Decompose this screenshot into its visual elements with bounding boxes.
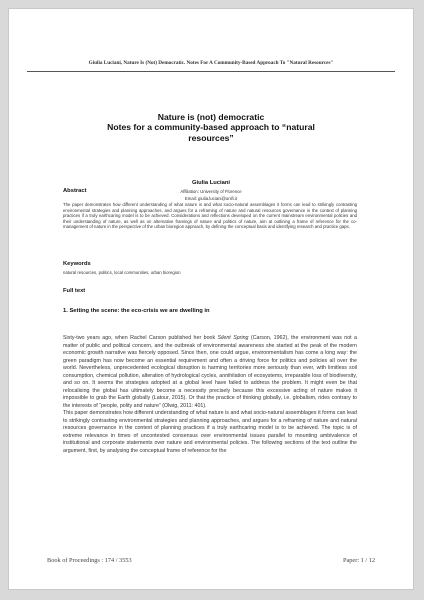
book-title: Silent Spring [217,335,249,341]
title-line-2: Notes for a community-based approach to “natural [107,122,315,133]
full-text-heading: Full text [63,288,86,294]
author-affiliation: Affiliation: University of Florence [180,189,242,194]
title-line-1: Nature is (not) democratic [157,112,265,122]
paragraph-1 [63,335,357,410]
abstract-heading: Abstract [63,188,87,194]
abstract-text: The paper demonstrates how different understanding of what nature is and what socio-natural assemblages it forms can lead to strikingly contrasting environmental strategies and planning approaches, and argues for a reframing of nature and natural resources governance in the context of planning practices if a truly earthcaring model is to be achieved. Considerations and reflections developed on the current mainstream environmental policies and their understanding of nature, as well as on alternative framings of nature and politics of nature, aim at outlining a frame of reference for the co-management of nature in the perspective of the urban bioregion approach, by defining the conceptual basis and identifying research and practice gaps. [63,202,357,229]
paragraph-1-start: Sixty-two years ago, when Rachel Carson published her book [63,335,218,341]
footer-page-number: Paper: 1 / 12 [342,557,375,564]
keywords-text: natural resources, politics, local communities, urban bioregion [63,270,181,275]
document-page [8,8,414,590]
author-email: Email: giulia.luciani@unifi.it [184,196,238,201]
keywords-heading: Keywords [63,261,91,267]
paragraph-2: This paper demonstrates how different understanding of what nature is and what socio-natural assemblages it forms can lead to strikingly contrasting environmental strategies and planning approaches, and argues for a reframing of nature and natural resources governance in the context of planning practices if a truly earthcaring model is to be achieved. The topic is of extreme relevance in times of uncontested consensus over environmental issues parallel to mounting ambivalence of institutional and corporate statements over nature and environmental policies. The following sections of the text outline the argument, first, by analysing the conceptual frame of reference for the [63,410,357,454]
section-1-heading: 1. Setting the scene: the eco-crisis we are dwelling in [63,308,210,314]
running-header: Giulia Luciani, Nature Is (Not) Democratic. Notes For A Community-Based Approach To "Natural Resources" [88,60,334,66]
paragraph-1-rest: (Carson, 1962), the environment was not a matter of public and political concern, and the outbreak of environmental awareness she started at the peak of the modern economic growth narrative was fiercely opposed. Since then, one could argue, environmentalism has come a long way: the green paradigm has now become an essential requirement and often a driving force for politics and policies all over the world. Nevertheless, unprecedented ecological disruption is harming territories more seriously than ever, with limitless soil consumption, chemical pollution, alteration of hydrological cycles, annihilation of ecosystems, irreparable loss of biodiversity, and so on. It seems the strategies adopted at a global level have failed to address the problem. It might even be that relocalising the global has ultimately become a necessity precisely because this excessive acting of nature makes it impossible to grab the Earth globally (Latour, 2015). Or that the practice of thinking globally, i.e. globalism, rides contrary to the interests of “people, polity and nature” (Olwig, 2011: 401). [63,335,357,409]
body-text [63,335,357,455]
paper-title [39,112,383,143]
title-line-3: resources” [188,132,234,143]
footer-proceedings: Book of Proceedings : 174 / 3553 [47,557,132,564]
author-name: Giulia Luciani [191,180,230,186]
page-footer [47,557,375,564]
header-rule [27,71,395,72]
